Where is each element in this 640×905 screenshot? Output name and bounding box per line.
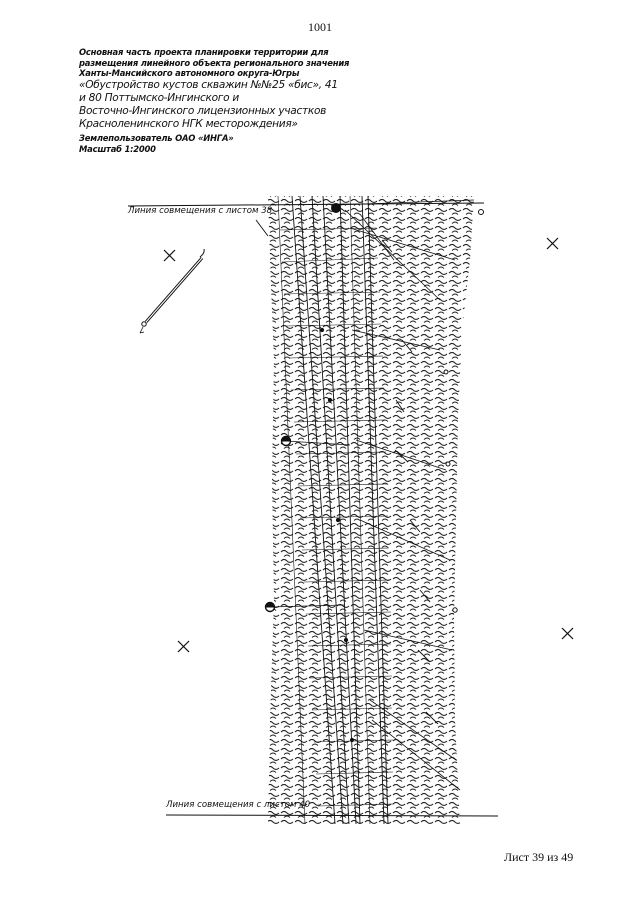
grid-cross-mark (164, 250, 175, 261)
page-number: 1001 (308, 20, 332, 34)
title-line: размещения линейного объекта регионального значения (79, 57, 350, 68)
match-line-top-label: Линия совмещения с листом 38 (128, 206, 273, 216)
land-user: Землепользователь ОАО «ИНГА» (79, 132, 234, 143)
grid-cross-mark (547, 238, 558, 249)
grid-cross-mark (562, 628, 573, 639)
object-name-line: «Обустройство кустов скважин №№25 «бис», 41 (79, 78, 338, 91)
object-name-line: и 80 Поттымско-Ингинского и (79, 91, 239, 104)
object-name-line: Восточно-Ингинского лицензионных участков (79, 104, 327, 117)
sheet-number: Лист 39 из 49 (504, 850, 574, 864)
title-line: Ханты-Мансийского автономного округа-Югры (79, 68, 300, 78)
grid-cross-mark (178, 641, 189, 652)
title-line: Основная часть проекта планировки территории для (79, 47, 329, 57)
match-line-bottom-label: Линия совмещения с листом 40 (166, 800, 311, 810)
scale-label: Масштаб 1:2000 (79, 143, 156, 154)
object-name-line: Красноленинского НГК месторождения» (79, 117, 298, 130)
north-arrow-icon (140, 249, 204, 333)
